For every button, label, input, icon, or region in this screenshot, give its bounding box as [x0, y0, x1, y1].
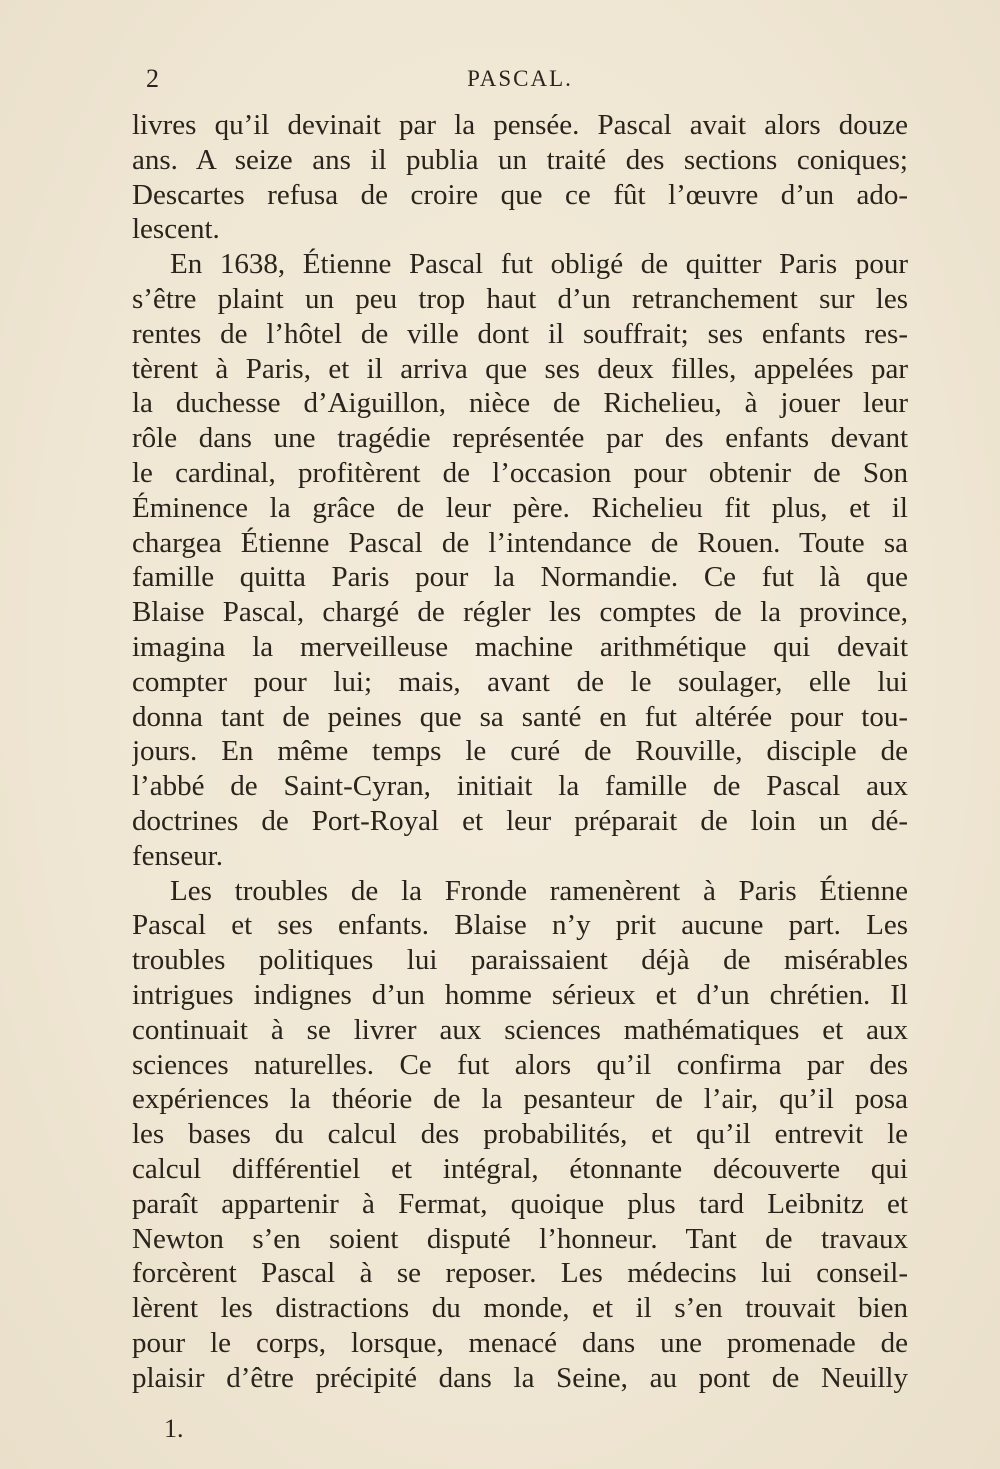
text-line: ans. A seize ans il publia un traité des sections coniques;	[132, 143, 908, 176]
text-line: les bases du calcul des probabilités, et qu’il entrevit le	[132, 1118, 908, 1151]
text-line: tèrent à Paris, et il arriva que ses deux filles, appelées par	[132, 352, 908, 385]
text-line: troubles politiques lui paraissaient déjà de misérables	[132, 944, 908, 977]
page-header	[132, 64, 908, 98]
text-line: s’être plaint un peu trop haut d’un retranchement sur les	[132, 282, 908, 315]
text-line: Éminence la grâce de leur père. Richelieu fit plus, et il	[132, 491, 908, 524]
paragraph	[132, 108, 908, 247]
signature-mark: 1.	[164, 1414, 184, 1443]
text-line: jours. En même temps le curé de Rouville, disciple de	[132, 735, 908, 768]
text-line: Blaise Pascal, chargé de régler les comptes de la province,	[132, 596, 908, 629]
text-line: pour le corps, lorsque, menacé dans une promenade de	[132, 1326, 908, 1359]
page-number: 2	[146, 64, 160, 93]
text-line: lèrent les distractions du monde, et il s’en trouvait bien	[132, 1292, 908, 1325]
text-line: Pascal et ses enfants. Blaise n’y prit aucune part. Les	[132, 909, 908, 942]
text-line: chargea Étienne Pascal de l’intendance de Rouen. Toute sa	[132, 526, 908, 559]
page-body	[132, 108, 908, 1395]
text-line: livres qu’il devinait par la pensée. Pascal avait alors douze	[132, 109, 908, 141]
text-line: rôle dans une tragédie représentée par des enfants devant	[132, 422, 908, 455]
paragraph	[132, 874, 908, 1396]
text-line: continuait à se livrer aux sciences mathématiques et aux	[132, 1013, 908, 1046]
text-line: imagina la merveilleuse machine arithmétique qui devait	[132, 630, 908, 663]
text-line: En 1638, Étienne Pascal fut obligé de quitter Paris pour	[170, 248, 908, 281]
text-line: paraît appartenir à Fermat, quoique plus tard Leibnitz et	[132, 1187, 908, 1220]
running-title: PASCAL.	[467, 66, 573, 91]
text-line: compter pour lui; mais, avant de le soulager, elle lui	[132, 665, 908, 698]
text-line: rentes de l’hôtel de ville dont il souffrait; ses enfants res-	[132, 317, 908, 350]
text-line: plaisir d’être précipité dans la Seine, au pont de Neuilly	[132, 1361, 908, 1394]
text-line: Newton s’en soient disputé l’honneur. Tant de travaux	[132, 1222, 908, 1255]
text-line: famille quitta Paris pour la Normandie. Ce fut là que	[132, 561, 908, 594]
paragraph	[132, 247, 908, 873]
text-line: donna tant de peines que sa santé en fut altérée pour tou-	[132, 700, 908, 733]
text-line: calcul différentiel et intégral, étonnante découverte qui	[132, 1152, 908, 1185]
text-line: sciences naturelles. Ce fut alors qu’il confirma par des	[132, 1048, 908, 1081]
text-line: fenseur.	[132, 839, 223, 872]
text-line: intrigues indignes d’un homme sérieux et d’un chrétien. Il	[132, 978, 908, 1011]
text-line: expériences la théorie de la pesanteur de l’air, qu’il posa	[132, 1083, 908, 1116]
text-line: la duchesse d’Aiguillon, nièce de Richelieu, à jouer leur	[132, 387, 908, 420]
text-line: l’abbé de Saint-Cyran, initiait la famille de Pascal aux	[132, 770, 908, 803]
text-line: le cardinal, profitèrent de l’occasion pour obtenir de Son	[132, 456, 908, 489]
text-line: Descartes refusa de croire que ce fût l’œuvre d’un ado-	[132, 178, 908, 211]
text-line: forcèrent Pascal à se reposer. Les médecins lui conseil-	[132, 1257, 908, 1290]
text-line: Les troubles de la Fronde ramenèrent à Paris Étienne	[170, 874, 908, 907]
text-line: lescent.	[132, 213, 220, 246]
text-line: doctrines de Port-Royal et leur préparait de loin un dé-	[132, 804, 908, 837]
